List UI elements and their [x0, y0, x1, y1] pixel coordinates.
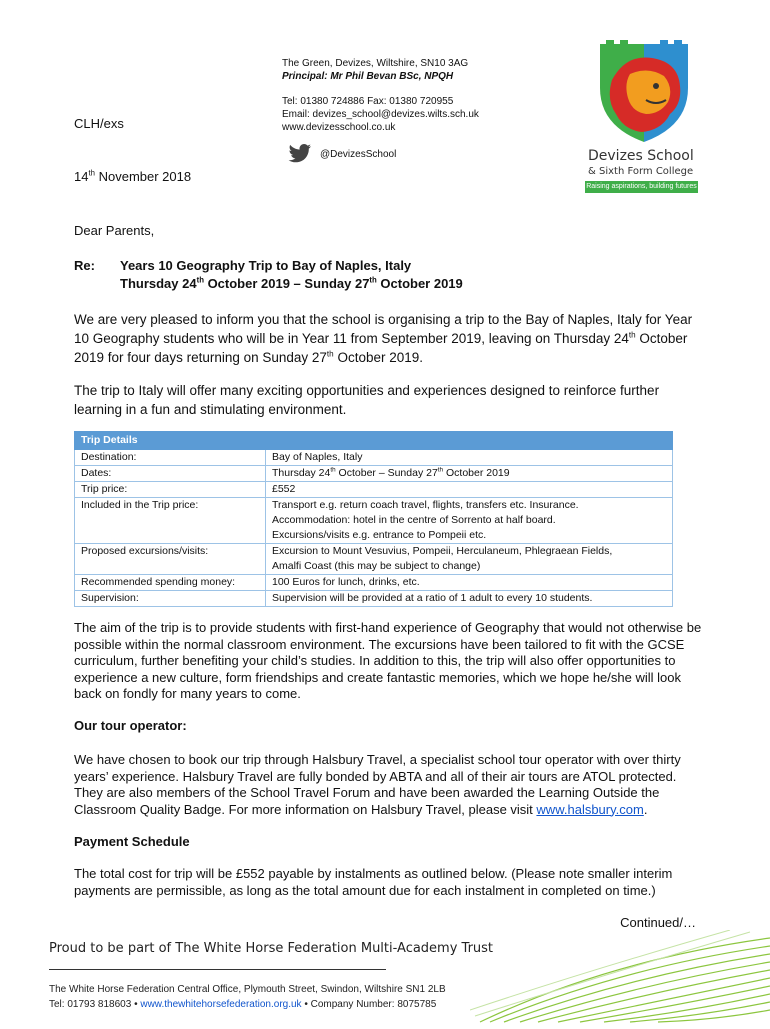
re-line-1: Years 10 Geography Trip to Bay of Naples, Italy	[120, 258, 412, 273]
tour-operator-paragraph: We have chosen to book our trip through Halsbury Travel, a specialist school tour operator with over thirty years’ experience. Halsbury Travel are fully bonded by ABTA and all of their air tours are ATOL protected. They are also members of the School Travel Forum and have been awarded the Learning Outside the Classroom Quality Badge. For more information on Halsbury Travel, please visit www.halsbury.com.	[74, 752, 681, 817]
footer-divider	[49, 969, 386, 970]
destination-value: Bay of Naples, Italy	[266, 450, 673, 466]
phone-fax: Tel: 01380 724886 Fax: 01380 720955	[282, 96, 454, 107]
trip-details-table	[74, 431, 673, 607]
twitter-icon	[288, 144, 312, 164]
excursions-label: Proposed excursions/visits:	[75, 544, 266, 575]
destination-label: Destination:	[75, 450, 266, 466]
table-row	[75, 450, 673, 466]
aim-paragraph: The aim of the trip is to provide students with first-hand experience of Geography that would not otherwise be possible within the normal classroom environment. The excursions have been tailored to fit with the GCSE curriculum, further benefiting your child’s studies. In addition to this, the trip will also offer opportunities to experience a new culture, form friendships and create fantastic memories, which we hope he/she will look back on fondly for many years to come.	[74, 620, 702, 701]
federation-office-address: The White Horse Federation Central Office, Plymouth Street, Swindon, Wiltshire SN1 2LB	[49, 984, 446, 995]
dates-value: Thursday 24th October – Sunday 27th October 2019	[266, 466, 673, 482]
trust-statement: Proud to be part of The White Horse Federation Multi-Academy Trust	[49, 941, 494, 956]
re-label: Re:	[74, 258, 95, 273]
included-value: Transport e.g. return coach travel, flights, transfers etc. Insurance. Accommodation: hotel in the centre of Sorrento at half board. Excursions/visits e.g. entrance to Pompeii etc.	[266, 498, 673, 544]
table-title: Trip Details	[75, 432, 673, 450]
school-email: Email: devizes_school@devizes.wilts.sch.uk	[282, 109, 479, 120]
payment-schedule-heading: Payment Schedule	[74, 834, 190, 849]
re-line-2: Thursday 24th October 2019 – Sunday 27th October 2019	[120, 275, 463, 291]
salutation: Dear Parents,	[74, 223, 155, 238]
included-label: Included in the Trip price:	[75, 498, 266, 544]
supervision-label: Supervision:	[75, 591, 266, 607]
federation-contact-line: Tel: 01793 818603 • www.thewhitehorsefederation.org.uk • Company Number: 8075785	[49, 999, 437, 1010]
price-label: Trip price:	[75, 482, 266, 498]
green-swoosh-decoration	[470, 930, 770, 1024]
school-crest-logo	[586, 40, 702, 144]
table-row	[75, 591, 673, 607]
school-address-block	[282, 57, 542, 134]
twitter-handle: @DevizesSchool	[320, 149, 397, 160]
supervision-value: Supervision will be provided at a ratio of 1 adult to every 10 students.	[266, 591, 673, 607]
excursions-value: Excursion to Mount Vesuvius, Pompeii, Herculaneum, Phlegraean Fields, Amalfi Coast (this may be subject to change)	[266, 544, 673, 575]
principal-line: Principal: Mr Phil Bevan BSc, NPQH	[282, 71, 454, 82]
spending-label: Recommended spending money:	[75, 575, 266, 591]
dates-label: Dates:	[75, 466, 266, 482]
tour-operator-heading: Our tour operator:	[74, 718, 187, 733]
table-header-row	[75, 432, 673, 450]
school-website: www.devizesschool.co.uk	[282, 122, 396, 133]
reference-code: CLH/exs	[74, 116, 124, 131]
logo-sub-name: & Sixth Form College	[588, 166, 694, 177]
table-row	[75, 498, 673, 544]
letter-date: 14th November 2018	[74, 168, 192, 184]
table-row	[75, 544, 673, 575]
payment-paragraph: The total cost for trip will be £552 payable by instalments as outlined below. (Please note smaller interim payments are permissible, as long as the total amount due for each instalment in completed on time.)	[74, 866, 673, 898]
table-row	[75, 466, 673, 482]
table-row	[75, 482, 673, 498]
trip-opportunity-paragraph: The trip to Italy will offer many exciting opportunities and experiences designed to reinforce further learning in a fun and stimulating environment.	[74, 383, 660, 417]
logo-school-name: Devizes School	[588, 148, 694, 164]
price-value: £552	[266, 482, 673, 498]
federation-website-link[interactable]: www.thewhitehorsefederation.org.uk	[140, 999, 302, 1010]
logo-tagline: Raising aspirations, building futures	[585, 181, 698, 193]
table-row	[75, 575, 673, 591]
school-address: The Green, Devizes, Wiltshire, SN10 3AG	[282, 58, 469, 69]
halsbury-link[interactable]: www.halsbury.com	[536, 801, 644, 817]
continued-note: Continued/…	[620, 915, 696, 930]
intro-paragraph: We are very pleased to inform you that the school is organising a trip to the Bay of Naples, Italy for Year 10 Geography students who will be in Year 11 from September 2019, leaving on Thursday 24th October 2019 for four days returning on Sunday 27th October 2019.	[74, 312, 693, 365]
spending-value: 100 Euros for lunch, drinks, etc.	[266, 575, 673, 591]
